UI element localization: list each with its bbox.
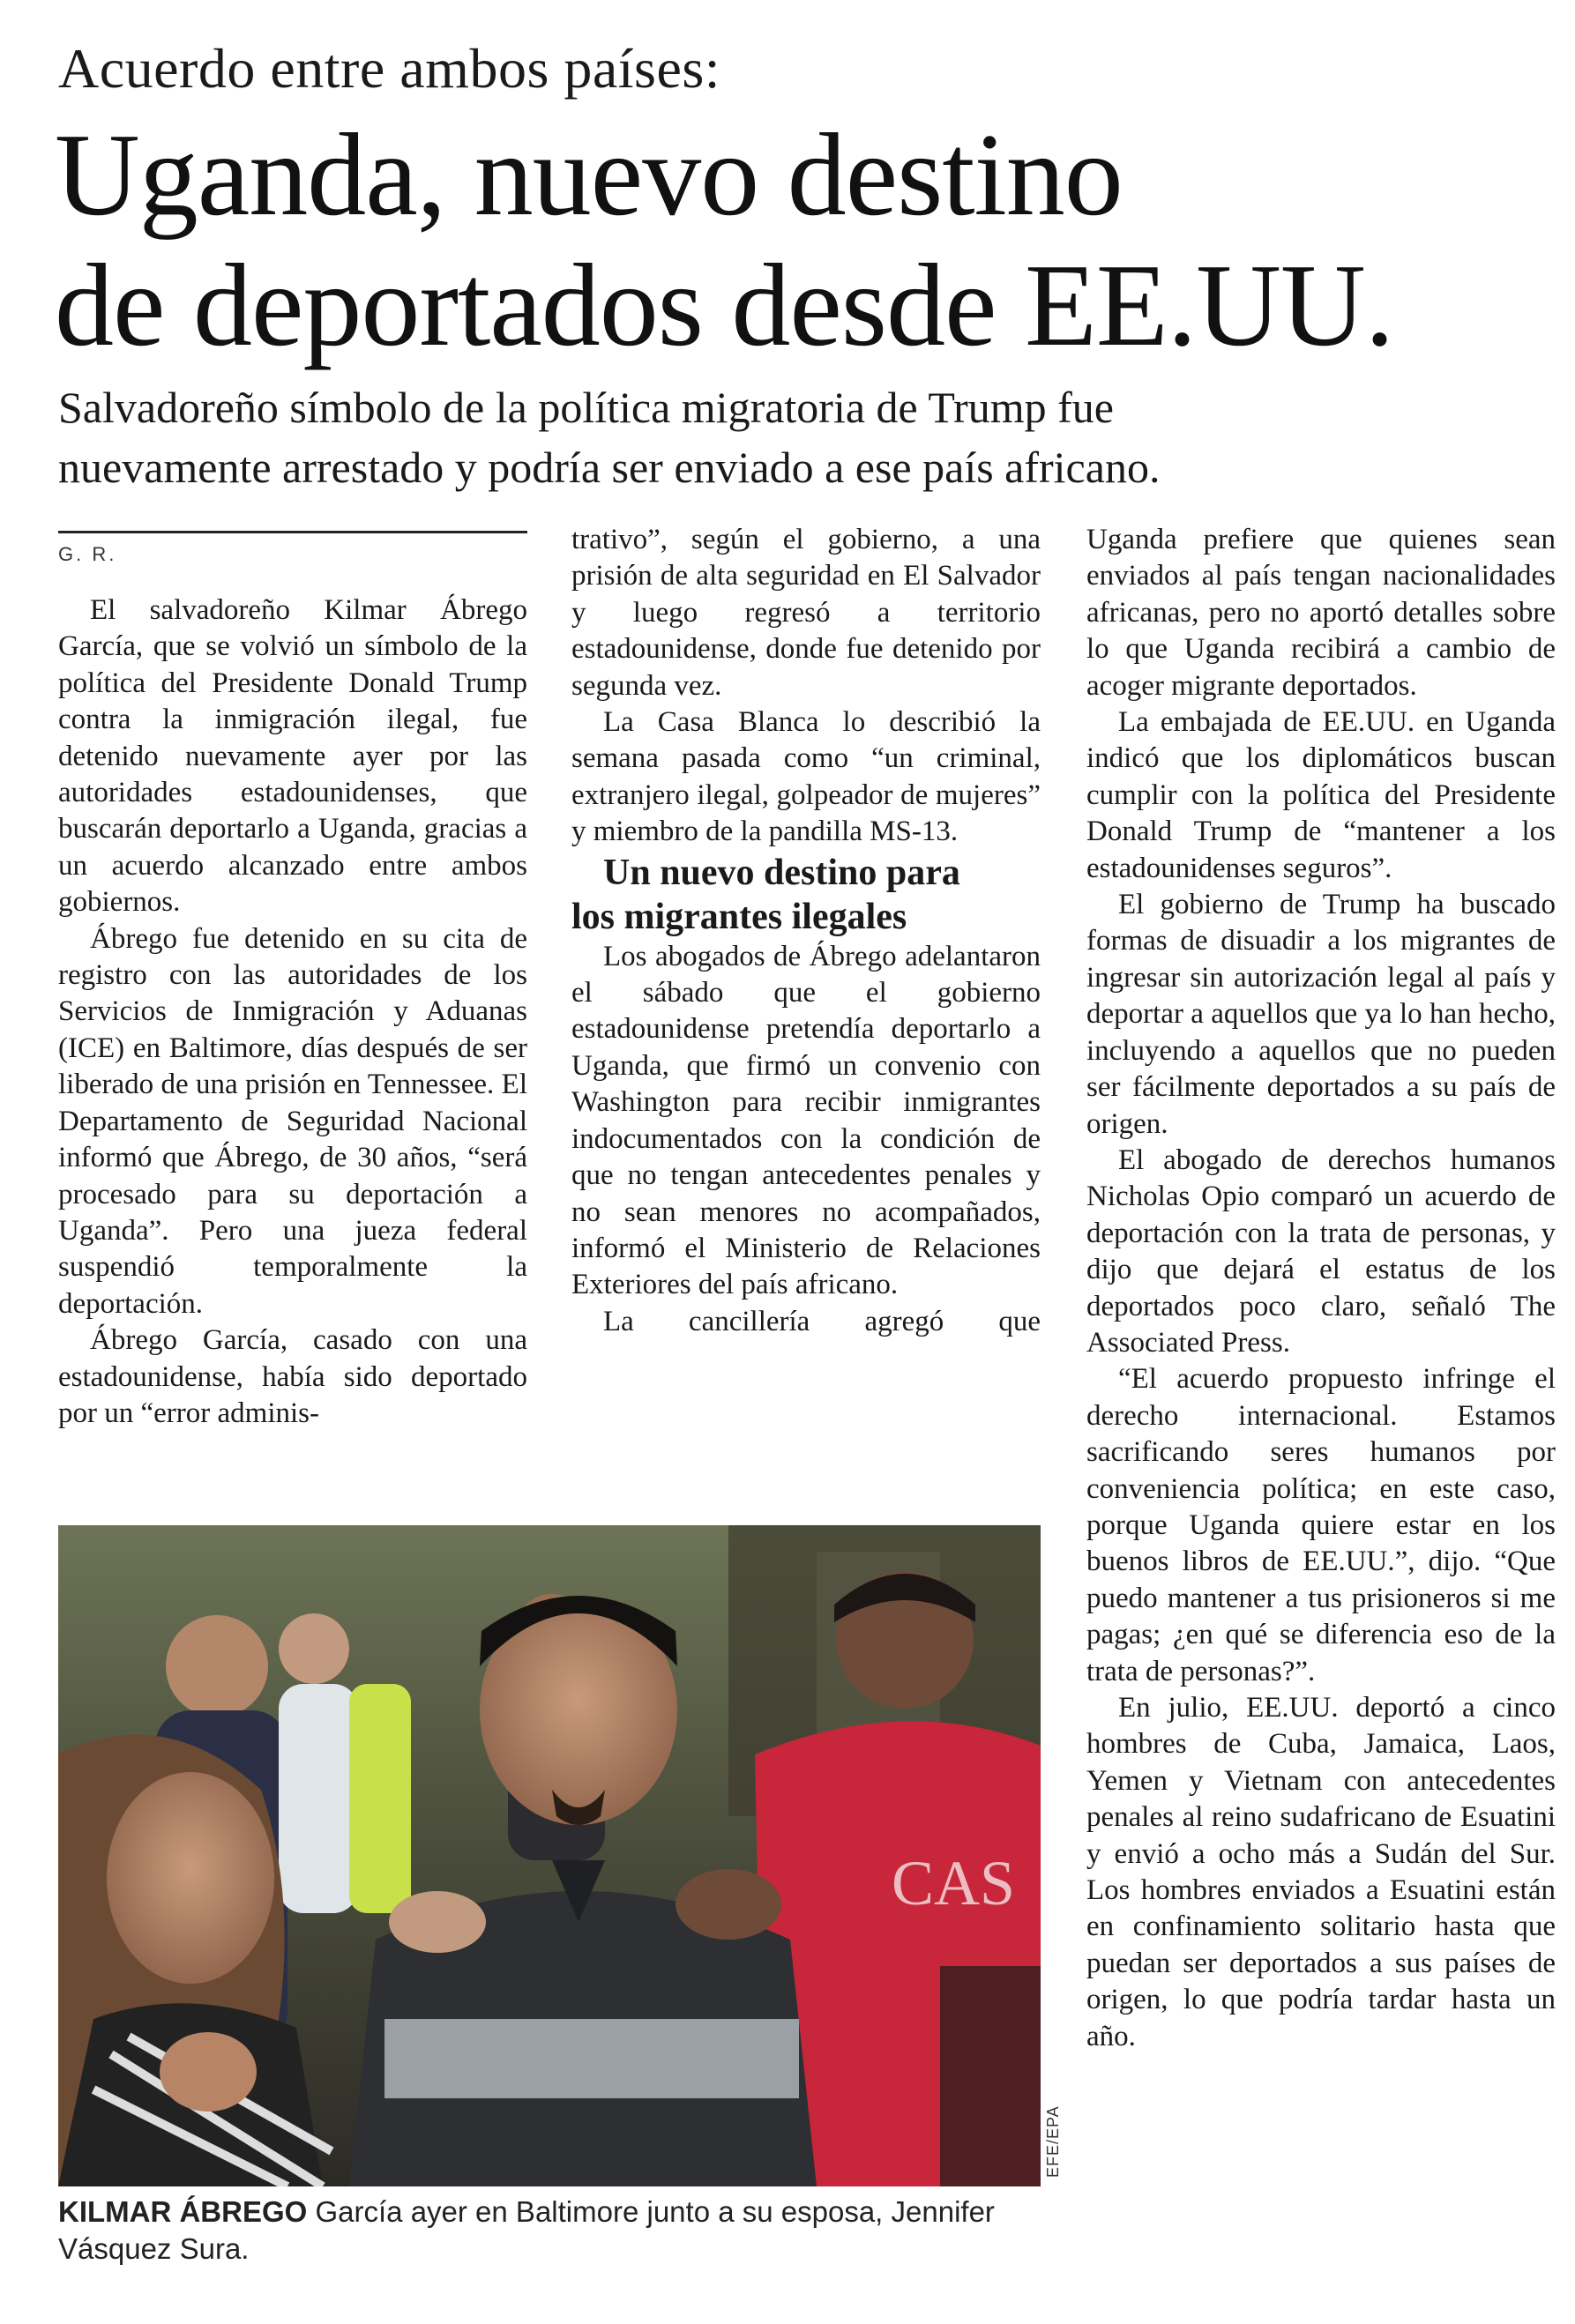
column-2 [571, 522, 1041, 1509]
caption-lead: KILMAR ÁBREGO [58, 2195, 308, 2228]
subhead [571, 851, 1041, 939]
headline-line-2: de deportados desde EE.UU. [55, 240, 1394, 370]
paragraph: El gobierno de Trump ha buscado formas de disuadir a los migrantes de ingresar sin autorización legal al país y deportar a aquellos que ya lo han hecho, incluyendo a aquellos que no pueden ser fácilmente deportados a su país de origen. [1086, 889, 1556, 1140]
subhead-line-2: los migrantes ilegales [571, 896, 907, 937]
paragraph: La Casa Blanca lo describió la semana pasada como “un criminal, extranjero ilegal, golpeador de mujeres” y miembro de la pandilla MS-13. [571, 706, 1041, 848]
photo-credit-text: EFE/EPA [1044, 2105, 1062, 2178]
paragraph: Ábrego fue detenido en su cita de registro con las autoridades de los Servicios de Inmigración y Aduanas (ICE) en Baltimore, días después de ser liberado de una prisión en Tennessee. El Departamento de Seguridad Nacional informó que Ábrego, de 30 años, “será procesado para su deportación a Uganda”. Pero una jueza federal suspendió temporalmente la deportación. [58, 922, 527, 1320]
paragraph: “El acuerdo propuesto infringe el derecho internacional. Estamos sacrificando seres humanos por conveniencia política; en este caso, porque Uganda quiere estar en los buenos libros de EE.UU.”, dijo. “Que puedo mantener a tus prisioneros si me pagas; ¿en qué se diferencia eso de la trata de personas?”. [1086, 1363, 1556, 1687]
paragraph: El abogado de derechos humanos Nicholas Opio comparó un acuerdo de deportación con la trata de personas, y dijo que dejará el estatus de los deportados poco claro, señaló The Associated Press. [1086, 1143, 1556, 1359]
photo-credit [1044, 2089, 1071, 2186]
news-photo [58, 1525, 1041, 2186]
paragraph: En julio, EE.UU. deportó a cinco hombres de Cuba, Jamaica, Laos, Yemen y Vietnam con antecedentes penales al reino sudafricano de Esuatini y envió a ocho más a Sudán del Sur. Los hombres enviados a Esuatini están en confinamiento solitario hasta que puedan ser deportados a sus países de origen, lo que podría tardar hasta un año. [1086, 1692, 1556, 2052]
column-3 [1086, 522, 1556, 2294]
subhead-line-1: Un nuevo destino para [603, 852, 960, 893]
paragraph: El salvadoreño Kilmar Ábrego García, que se volvió un símbolo de la política del Presidente Donald Trump contra la inmigración ilegal, fue detenido nuevamente ayer por las autoridades estadounidenses, que buscarán deportarlo a Uganda, gracias a un acuerdo alcanzado entre ambos gobiernos. [58, 594, 527, 919]
byline-rule [58, 531, 527, 533]
paragraph: Los abogados de Ábrego adelantaron el sábado que el gobierno estadounidense pretendía deportarlo a Uganda, que firmó un convenio con Washington para recibir inmigrantes indocumentados con la condición de que no tengan antecedentes penales y no sean menores no acompañados, informó el Ministerio de Relaciones Exteriores del país africano. [571, 940, 1041, 1301]
headline-line-1: Uganda, nuevo destino [55, 109, 1123, 240]
paragraph: trativo”, según el gobierno, a una prisión de alta seguridad en El Salvador y luego regresó a territorio estadounidense, donde fue detenido por segunda vez. [571, 524, 1041, 702]
shirt-text: CAS [892, 1848, 1016, 1918]
caption-text: García ayer en Baltimore junto a su esposa, Jennifer Vásquez Sura. [58, 2195, 995, 2265]
deck-line-2: nuevamente arrestado y podría ser enviado a ese país africano. [58, 443, 1161, 492]
photo-illustration [58, 1525, 1041, 2186]
paragraph: La cancillería agregó que [603, 1305, 1041, 1337]
paragraph: Uganda prefiere que quienes sean enviados al país tengan nacionalidades africanas, pero no aportó detalles sobre lo que Uganda recibirá a cambio de acoger migrante deportados. [1086, 524, 1556, 702]
headline [55, 109, 1536, 370]
deck [58, 377, 1540, 497]
column-1 [58, 592, 527, 1509]
photo-caption [58, 2194, 1041, 2268]
byline: G. R. [58, 543, 117, 565]
paragraph: La embajada de EE.UU. en Uganda indicó que los diplomáticos buscan cumplir con la política del Presidente Donald Trump de “mantener a los estadounidenses seguros”. [1086, 706, 1556, 884]
paragraph: Ábrego García, casado con una estadounidense, había sido deportado por un “error adminis- [58, 1324, 527, 1429]
deck-line-1: Salvadoreño símbolo de la política migratoria de Trump fue [58, 383, 1114, 432]
kicker: Acuerdo entre ambos países: [58, 37, 721, 100]
